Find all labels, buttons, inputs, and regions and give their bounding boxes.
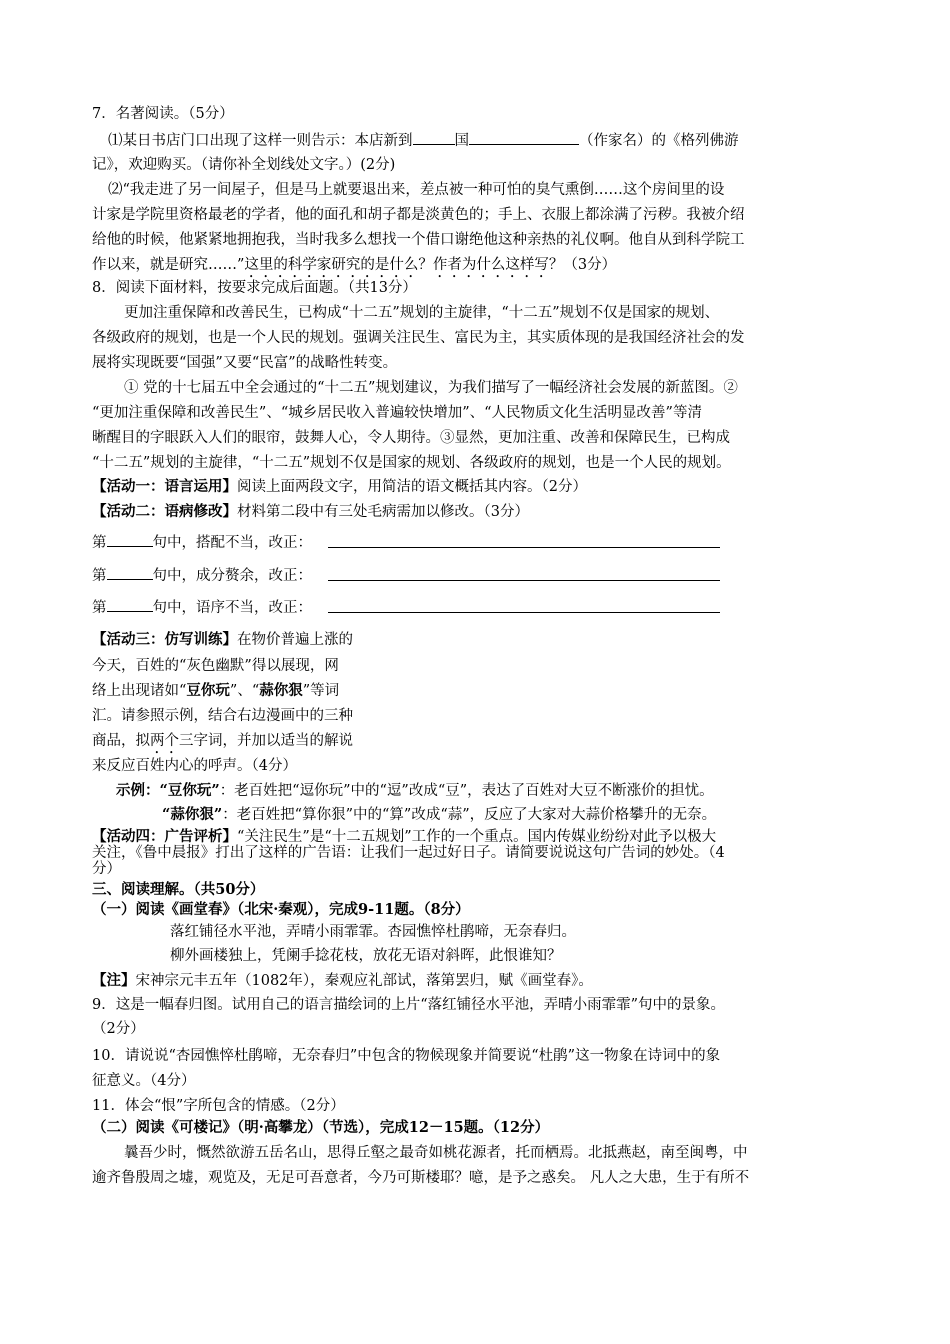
sentence-number-blank-2[interactable] [107,565,153,580]
q8-title: 8．阅读下面材料，按要求完成后面题。（共13分） [92,280,417,296]
sentence-number-blank-3[interactable] [107,597,153,612]
activity2-tag: 【活动二：语病修改】 [92,503,237,520]
activity4-line2: 关注，《鲁中晨报》打出了这样的广告语：让我们一起过好日子。请简要说说这句广告词的妙处。（4 [92,845,725,861]
activity4-line1: 【活动四：广告评析】“关注民生”是“十二五规划”工作的一个重点。国内传媒业纷纷对此予以极大 [92,828,717,845]
prose-line1: 曩吾少时，慨然欲游五岳名山，思得丘壑之最奇如桃花源者，托而栖焉。北抵燕赵，南至闽粤，中 [124,1145,748,1161]
sentence-number-blank-1[interactable] [107,532,153,547]
activity3-line5: 商品，拟两个三字词，并加以适当的解说 [92,733,353,749]
prose-line2: 逾齐鲁殷周之墟，观览及，无足可吾意者，今乃可斯楼耶？噫，是予之惑矣。 凡人之大患，生于有所不 [92,1170,750,1186]
q8-material2-line1: ① 党的十七届五中全会通过的“十二五”规划建议，为我们描写了一幅经济社会发展的新蓝图。② [124,380,738,396]
answer-blank-country[interactable] [413,130,455,145]
q7-part2-line2: 计家是学院里资格最老的学者，他的面孔和胡子都是淡黄色的；手上、衣服上都涂满了污秽。我被介绍 [92,207,745,223]
q7-part1-line2: 记》，欢迎购买。（请你补全划线处文字。）(2分) [92,157,396,173]
activity3-line4: 汇。请参照示例，结合右边漫画中的三种 [92,708,353,724]
activity4-tag: 【活动四：广告评析】 [92,828,237,845]
poem-note: 【注】宋神宗元丰五年（1082年），秦观应礼部试，落第罢归，赋《画堂春》。 [92,972,593,989]
fix-row-1: 第 句中，搭配不当，改正： [92,532,312,553]
q8-material1-line1: 更加注重保障和改善民生，已构成“十二五”规划的主旋律，“十二五”规划不仅是国家的规划、 [124,305,720,321]
example-tag: 示例： [116,782,160,799]
q8-material1-line3: 展将实现既要“国强”又要“民富”的战略性转变。 [92,355,398,371]
example-1: 示例：“豆你玩”：老百姓把“逗你玩”中的“逗”改成“豆”，表达了百姓对大豆不断涨价的担忧。 [116,782,714,799]
poem-line1: 落红铺径水平池，弄晴小雨霏霏。杏园憔悴杜鹃啼，无奈春归。 [170,924,576,940]
activity3-tag: 【活动三：仿写训练】 [92,631,237,648]
q8-material2-line2: “更加注重保障和改善民生”、“城乡居民收入普遍较快增加”、“人民物质文化生活明显改善”等清 [92,405,702,421]
passage2-title: （二）阅读《可楼记》（明·高攀龙）（节选），完成12－15题。（12分） [92,1119,550,1136]
q8-material2-line3: 晰醒目的字眼跃入人们的眼帘，鼓舞人心，令人期待。③显然，更加注重、改善和保障民生，已构成 [92,430,730,446]
q11: 11．体会“恨”字所包含的情感。（2分） [92,1098,345,1114]
fix-row-2: 第 句中，成分赘余，改正： [92,565,312,586]
q7-part1-line1: ⑴某日书店门口出现了这样一则告示：本店新到 国 （作家名）的《格列佛游 [108,130,739,151]
q7-part2-line1: ⑵“我走进了另一间屋子，但是马上就要退出来，差点被一种可怕的臭气熏倒……这个房间里的设 [108,182,725,198]
activity2: 【活动二：语病修改】材料第二段中有三处毛病需加以修改。（3分） [92,503,529,520]
q10-line2: 征意义。（4分） [92,1073,196,1089]
activity3-line1: 【活动三：仿写训练】在物价普遍上涨的 [92,631,353,648]
fix-row-3: 第 句中，语序不当，改正： [92,597,312,618]
activity1: 【活动一：语言运用】阅读上面两段文字，用简洁的语文概括其内容。（2分） [92,478,587,495]
activity3-line6: 来反应百姓内心的呼声。（4分） [92,758,297,774]
q10-line1: 10．请说说“杏园憔悴杜鹃啼，无奈春归”中包含的物候现象并简要说“杜鹃”这一物象在诗词中的象 [92,1048,721,1064]
passage1-title: （一）阅读《画堂春》（北宋·秦观），完成9-11题。（8分） [92,901,470,918]
poem-line2: 柳外画楼独上，凭阑手捻花枝，放花无语对斜晖，此恨谁知？ [170,948,562,964]
correction-line-1[interactable] [328,546,720,548]
activity4-line3: 分） [92,861,121,877]
q7-title: 7．名著阅读。（5分） [92,106,234,122]
activity3-line3: 络上出现诸如“豆你玩”、“蒜你狠”等词 [92,682,340,699]
q7-part2-line4: 作以来，就是研究……”这里的科学家研究的是什么？作者为什么这样写？（3分） [92,257,617,273]
q8-material1-line2: 各级政府的规划，也是一个人民的规划。强调关注民生、富民为主，其实质体现的是我国经济社会的发 [92,330,745,346]
correction-line-3[interactable] [328,611,720,613]
q7-part2-line3: 给他的时候，他紧紧地拥抱我，当时我多么想找一个借口谢绝他这种亲热的礼仪啊。他自从到科学院工 [92,232,745,248]
answer-blank-author[interactable] [469,130,579,145]
q9-line1: 9．这是一幅春归图。试用自己的语言描绘词的上片“落红铺径水平池，弄晴小雨霏霏”句中的景象。 [92,997,726,1013]
activity3-line2: 今天，百姓的“灰色幽默”得以展现，网 [92,658,339,674]
emphasized-question: 这里的科学家研究的是什么？作者为什么这样写？ [244,257,564,273]
correction-line-2[interactable] [328,579,720,581]
q8-material2-line4: “十二五”规划的主旋律，“十二五”规划不仅是国家的规划、各级政府的规划，也是一个人民的规划。 [92,455,731,471]
note-tag: 【注】 [92,972,136,989]
section3-title: 三、阅读理解。（共50分） [92,881,265,898]
activity1-tag: 【活动一：语言运用】 [92,478,237,495]
q9-line2: （2分） [92,1021,145,1037]
example-2: “蒜你狠”：老百姓把“算你狠”中的“算”改成“蒜”，反应了大家对大蒜价格攀升的无奈。 [162,806,717,823]
